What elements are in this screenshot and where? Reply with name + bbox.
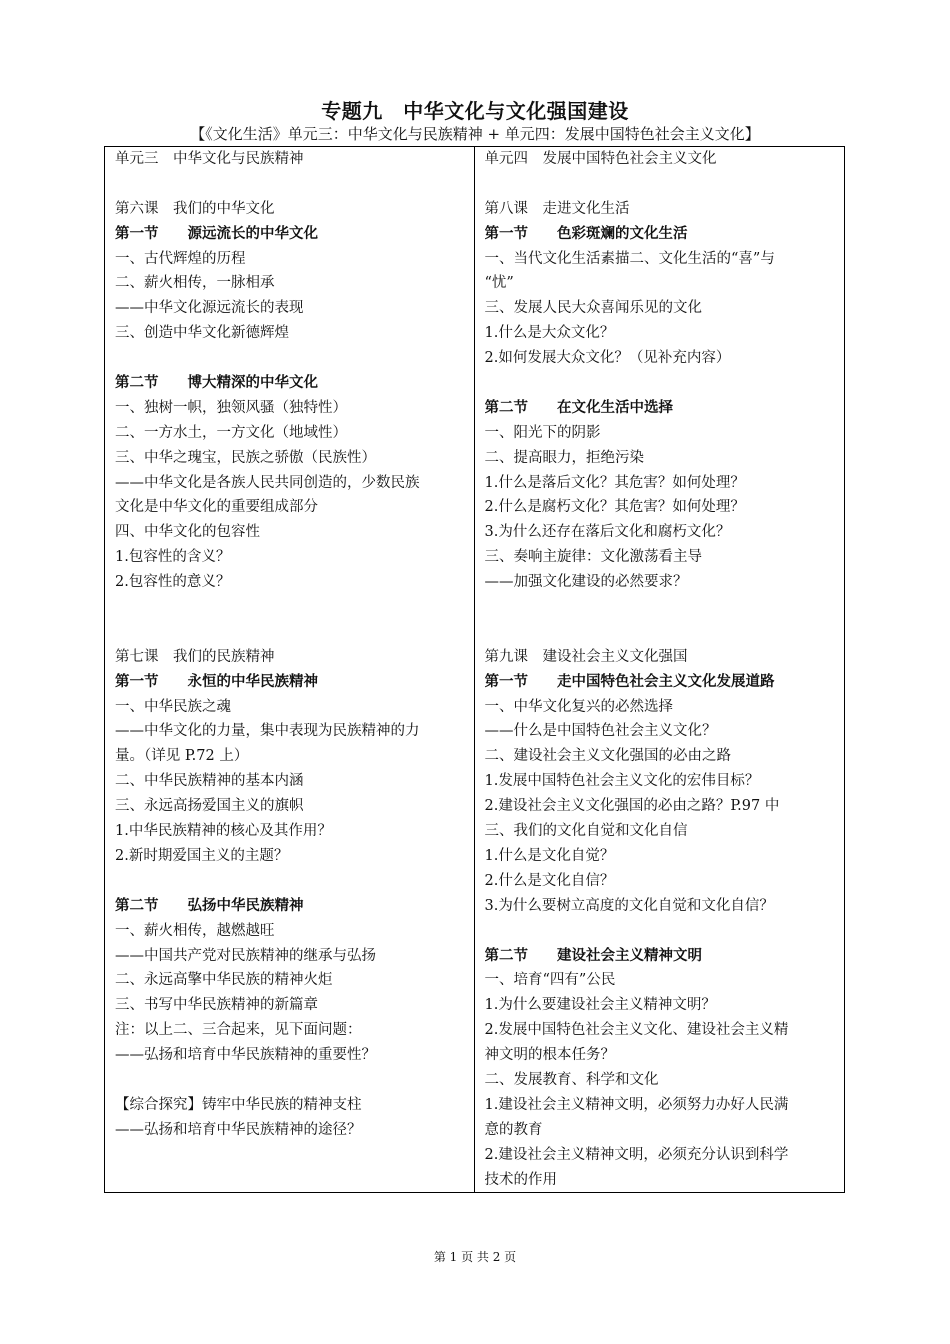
outline-line: 2.包容性的意义？ bbox=[115, 574, 231, 591]
outline-line: 二、建设社会主义文化强国的必由之路 bbox=[484, 748, 731, 765]
outline-line: 技术的作用 bbox=[484, 1171, 557, 1188]
outline-line: 神文明的根本任务？ bbox=[484, 1047, 615, 1064]
outline-line: 单元四 发展中国特色社会主义文化 bbox=[484, 151, 717, 167]
outline-line: 2.建设社会主义精神文明，必须充分认识到科学 bbox=[484, 1146, 789, 1163]
section-heading: 第一节 源远流长的中华文化 bbox=[115, 224, 318, 242]
outline-line: 文化是中华文化的重要组成部分 bbox=[115, 499, 318, 516]
outline-line: 2.新时期爱国主义的主题？ bbox=[115, 847, 289, 864]
blank-line bbox=[115, 346, 464, 371]
outline-line: 二、发展教育、科学和文化 bbox=[484, 1071, 659, 1088]
blank-line bbox=[115, 172, 464, 197]
section-heading: 第一节 色彩斑斓的文化生活 bbox=[484, 224, 688, 242]
blank-line bbox=[115, 595, 464, 620]
blank-line bbox=[115, 620, 464, 645]
outline-line: 2.建设社会主义文化强国的必由之路？P.97 中 bbox=[484, 798, 780, 815]
outline-line: 意的教育 bbox=[484, 1121, 543, 1138]
outline-line: 2.什么是腐朽文化？其危害？如何处理？ bbox=[484, 499, 745, 516]
page-footer: 第 1 页 共 2 页 bbox=[433, 1250, 517, 1264]
outline-line: 注：以上二、三合起来，见下面问题： bbox=[115, 1022, 362, 1039]
document-title: 专题九 中华文化与文化强国建设 bbox=[321, 99, 629, 123]
outline-line: 量。（详见 P.72 上） bbox=[115, 748, 249, 765]
section-heading: 第二节 博大精深的中华文化 bbox=[115, 374, 318, 392]
outline-line: “忧” bbox=[484, 275, 514, 292]
outline-line: 三、奏响主旋律：文化激荡看主导 bbox=[484, 549, 702, 566]
outline-line: 三、创造中华文化新德辉煌 bbox=[115, 325, 289, 342]
blank-line bbox=[115, 869, 464, 894]
outline-line: 【综合探究】铸牢中华民族的精神支柱 bbox=[115, 1096, 362, 1113]
outline-line: 1.什么是文化自觉？ bbox=[484, 847, 615, 864]
outline-line: 2.什么是文化自信？ bbox=[484, 872, 615, 889]
outline-line: 1.什么是大众文化？ bbox=[484, 325, 615, 342]
outline-line: ——中华文化源远流长的表现 bbox=[115, 300, 304, 317]
outline-line: 一、培育“四有”公民 bbox=[484, 972, 616, 989]
outline-line: 一、阳光下的阴影 bbox=[484, 424, 601, 441]
outline-line: 3.为什么要树立高度的文化自觉和文化自信？ bbox=[484, 897, 774, 914]
outline-line: 1.为什么要建设社会主义精神文明？ bbox=[484, 997, 716, 1014]
outline-line: 单元三 中华文化与民族精神 bbox=[115, 151, 304, 167]
document-subtitle: 【《文化生活》单元三：中华文化与民族精神 + 单元四：发展中国特色社会主义文化】 bbox=[190, 125, 760, 143]
outline-line: 三、永远高扬爱国主义的旗帜 bbox=[115, 798, 304, 815]
outline-line: ——加强文化建设的必然要求？ bbox=[484, 574, 688, 591]
outline-line: 四、中华文化的包容性 bbox=[115, 524, 260, 541]
outline-line: 第六课 我们的中华文化 bbox=[115, 200, 275, 217]
blank-line bbox=[485, 371, 835, 396]
section-heading: 第二节 弘扬中华民族精神 bbox=[115, 896, 304, 914]
outline-line: ——中国共产党对民族精神的继承与弘扬 bbox=[115, 947, 376, 964]
outline-line: 二、提高眼力，拒绝污染 bbox=[484, 449, 644, 466]
outline-line: 二、薪火相传，一脉相承 bbox=[115, 275, 275, 292]
section-heading: 第二节 建设社会主义精神文明 bbox=[484, 946, 702, 964]
outline-line: ——弘扬和培育中华民族精神的重要性？ bbox=[115, 1047, 376, 1064]
outline-line: 二、中华民族精神的基本内涵 bbox=[115, 773, 304, 790]
outline-line: 二、永远高擎中华民族的精神火炬 bbox=[115, 972, 333, 989]
outline-line: 3.为什么还存在落后文化和腐朽文化？ bbox=[484, 524, 731, 541]
outline-line: 三、书写中华民族精神的新篇章 bbox=[115, 997, 318, 1014]
outline-table bbox=[104, 146, 845, 1193]
outline-line: 三、我们的文化自觉和文化自信 bbox=[484, 823, 688, 840]
blank-line bbox=[485, 919, 835, 944]
unit-four-column bbox=[475, 147, 845, 1192]
outline-line: 1.建设社会主义精神文明，必须努力办好人民满 bbox=[484, 1096, 789, 1113]
section-heading: 第二节 在文化生活中选择 bbox=[484, 398, 673, 416]
section-heading: 第一节 永恒的中华民族精神 bbox=[115, 672, 318, 690]
blank-line bbox=[485, 595, 835, 620]
outline-line: 一、中华文化复兴的必然选择 bbox=[484, 698, 673, 715]
outline-line: 第九课 建设社会主义文化强国 bbox=[484, 648, 688, 665]
outline-line: 第七课 我们的民族精神 bbox=[115, 648, 275, 665]
outline-line: 一、薪火相传，越燃越旺 bbox=[115, 922, 275, 939]
outline-line: ——弘扬和培育中华民族精神的途径？ bbox=[115, 1121, 362, 1138]
unit-three-column bbox=[105, 147, 475, 1192]
outline-line: 2.发展中国特色社会主义文化、建设社会主义精 bbox=[484, 1022, 789, 1039]
outline-line: 一、中华民族之魂 bbox=[115, 698, 231, 715]
outline-line: 第八课 走进文化生活 bbox=[484, 200, 630, 217]
outline-line: 1.中华民族精神的核心及其作用？ bbox=[115, 823, 332, 840]
outline-line: 三、发展人民大众喜闻乐见的文化 bbox=[484, 300, 702, 317]
outline-line: 1.什么是落后文化？其危害？如何处理？ bbox=[484, 474, 745, 491]
outline-line: ——什么是中国特色社会主义文化？ bbox=[484, 723, 717, 740]
outline-line: 一、当代文化生活素描二、文化生活的“喜”与 bbox=[484, 250, 775, 267]
outline-line: ——中华文化是各族人民共同创造的，少数民族 bbox=[115, 474, 420, 491]
outline-line: 一、古代辉煌的历程 bbox=[115, 250, 246, 267]
blank-line bbox=[115, 1068, 464, 1093]
outline-line: 三、中华之瑰宝，民族之骄傲（民族性） bbox=[115, 449, 376, 466]
section-heading: 第一节 走中国特色社会主义文化发展道路 bbox=[484, 672, 775, 690]
outline-line: ——中华文化的力量，集中表现为民族精神的力 bbox=[115, 723, 420, 740]
outline-line: 1.包容性的含义？ bbox=[115, 549, 231, 566]
outline-line: 1.发展中国特色社会主义文化的宏伟目标？ bbox=[484, 773, 760, 790]
blank-line bbox=[485, 172, 835, 197]
outline-line: 二、一方水土，一方文化（地域性） bbox=[115, 424, 347, 441]
outline-line: 一、独树一帜，独领风骚（独特性） bbox=[115, 399, 347, 416]
blank-line bbox=[485, 620, 835, 645]
outline-line: 2.如何发展大众文化？（见补充内容） bbox=[484, 350, 731, 367]
